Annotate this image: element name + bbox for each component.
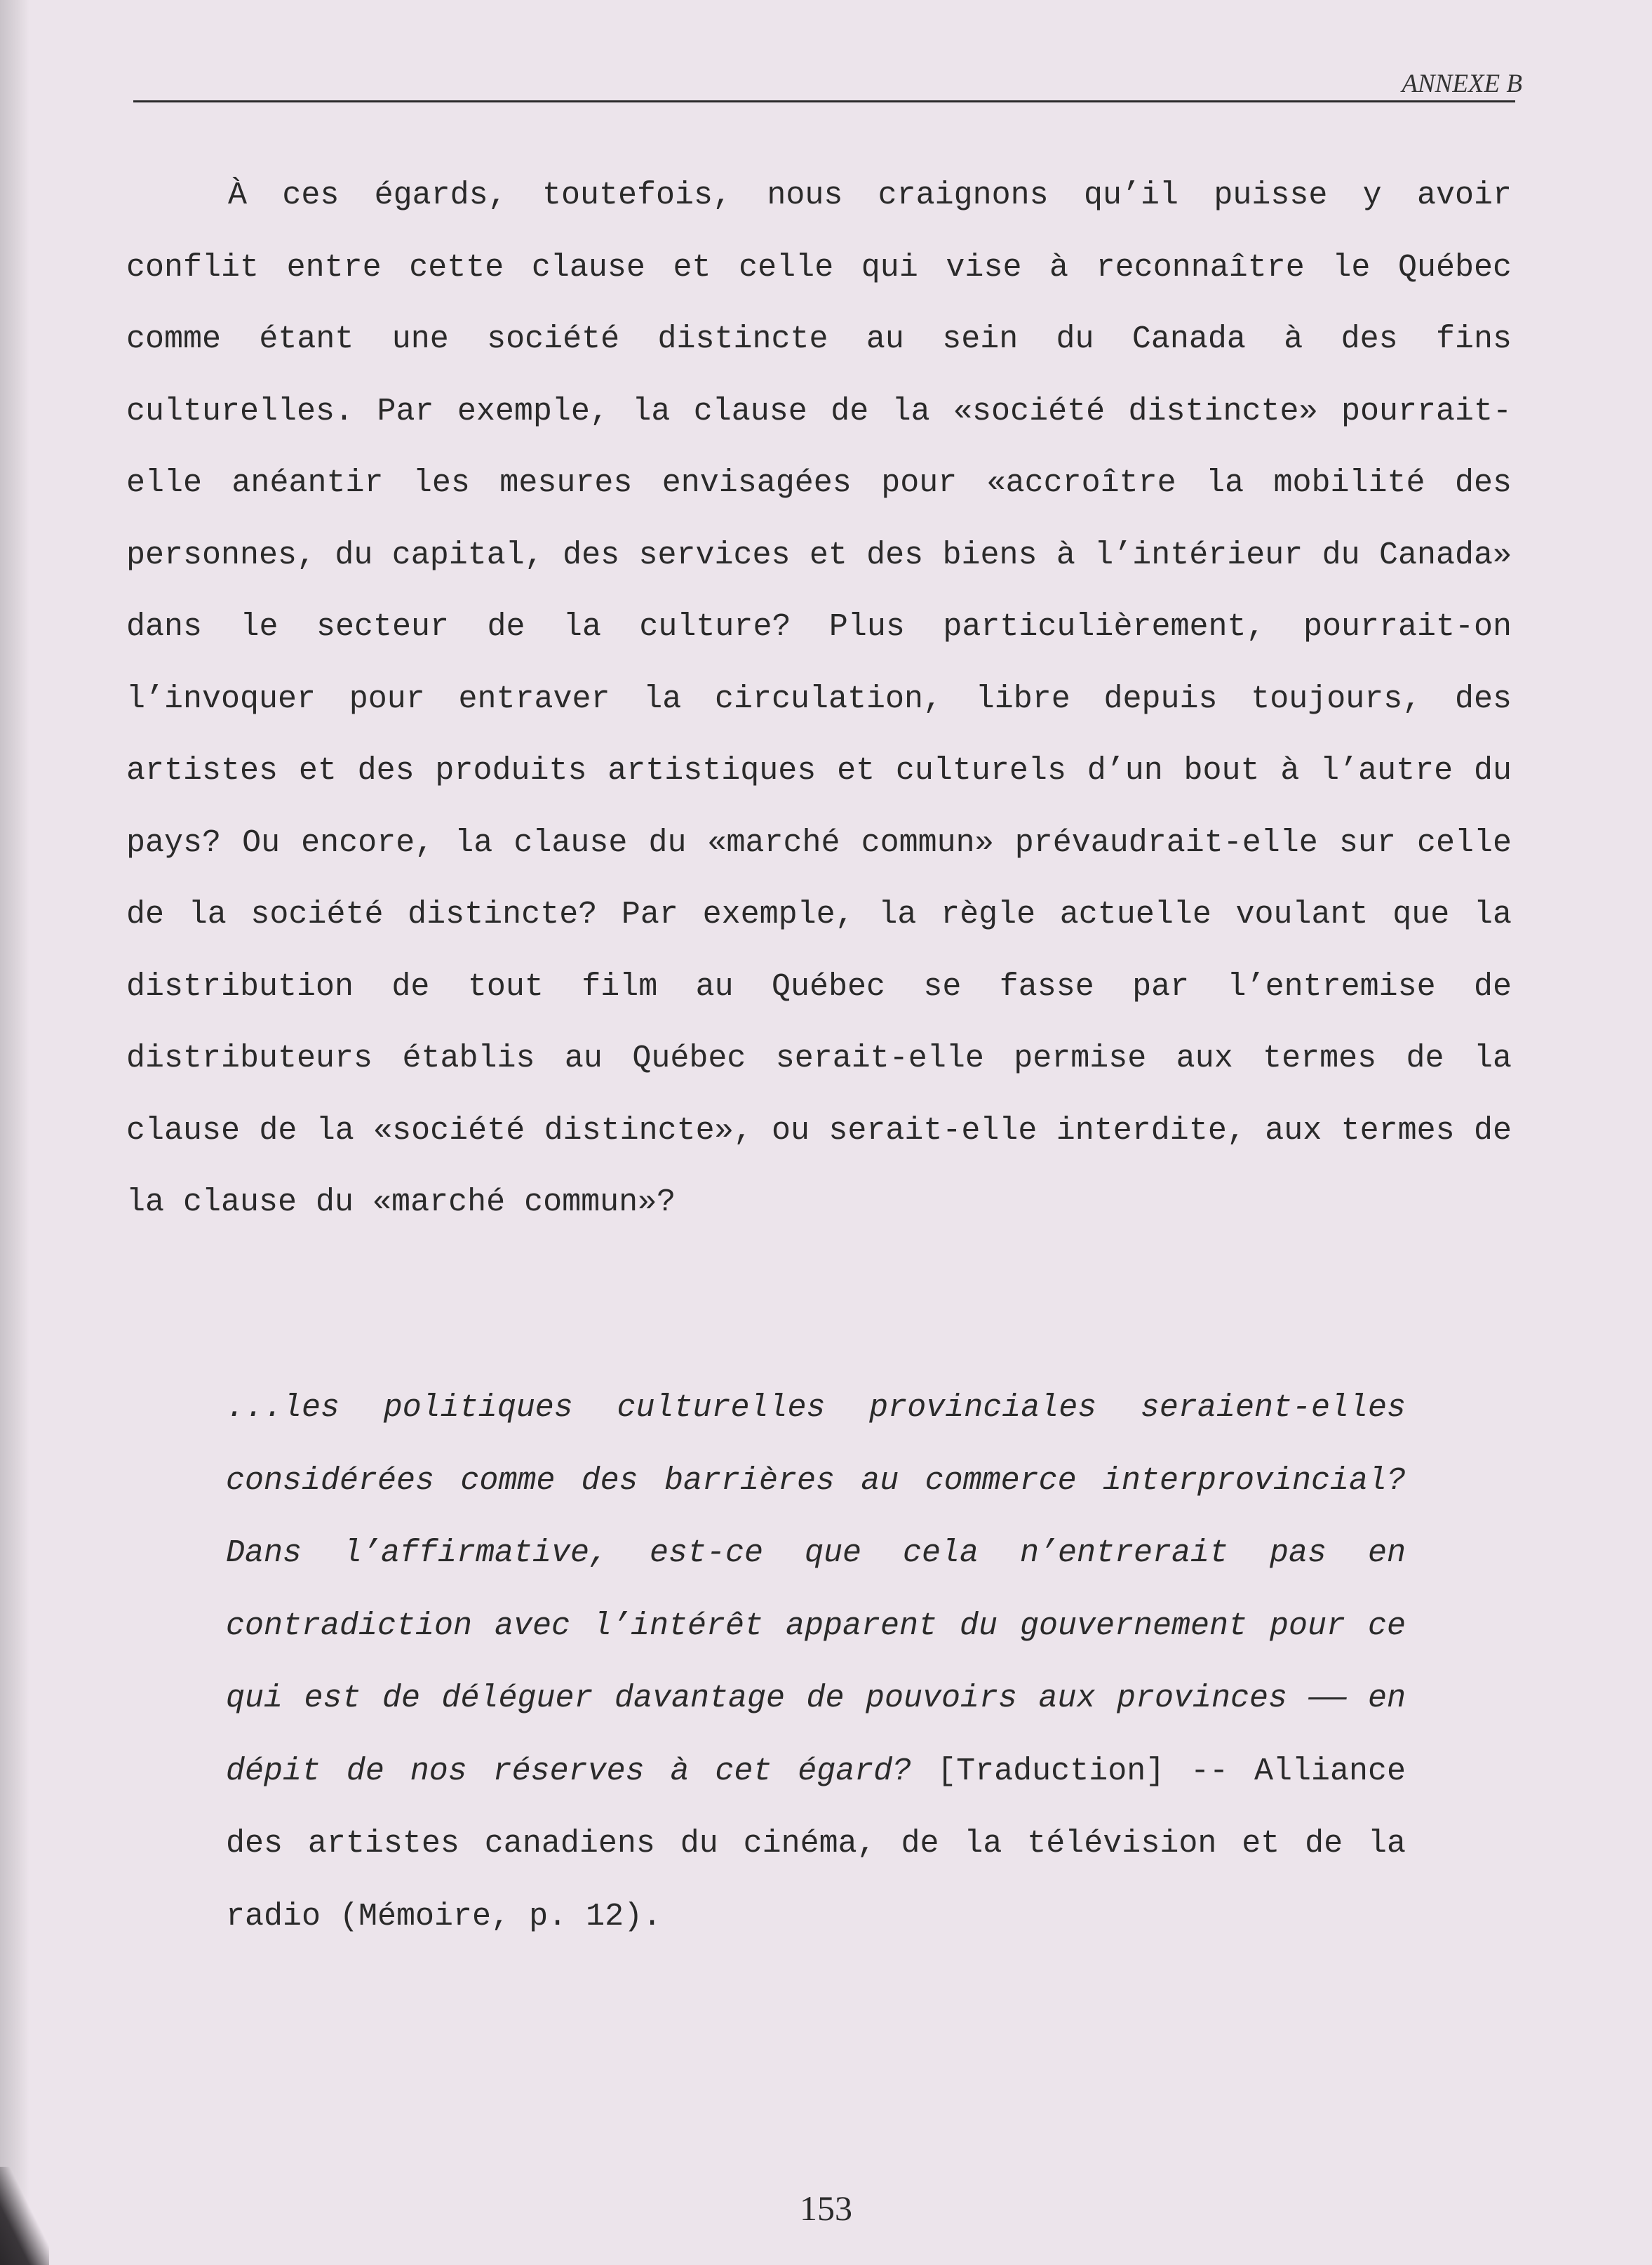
header-rule bbox=[133, 100, 1515, 102]
body-paragraph bbox=[126, 160, 1512, 1239]
block-quote bbox=[226, 1372, 1406, 1953]
body-paragraph-text: À ces égards, toutefois, nous craignons qu’il puisse y avoir conflit entre cette clause et celle qui vise à reconnaître le Québec comme étant une société distincte au sein du Canada à des fins culturelles. Par exemple, la clause de la «société distincte» pourrait-elle anéantir les mesures envisagées pour «accroître la mobilité des personnes, du capital, des services et des biens à l’intérieur du Canada» dans le secteur de la culture? Plus particulièrement, pourrait-on l’invoquer pour entraver la circulation, libre depuis toujours, des artistes et des produits artistiques et culturels d’un bout à l’autre du pays? Ou encore, la clause du «marché commun» prévaudrait-elle sur celle de la société distincte? Par exemple, la règle actuelle voulant que la distribution de tout film au Québec se fasse par l’entremise de distributeurs établis au Québec serait-elle permise aux termes de la clause de la «société distincte», ou serait-elle interdite, aux termes de la clause du «marché commun»? bbox=[126, 178, 1512, 1220]
quote-attribution: [Traduction] -- Alliance des artistes canadiens du cinéma, de la télévision et de la radio (Mémoire, p. 12). bbox=[226, 1753, 1406, 1935]
running-header: ANNEXE B bbox=[1402, 69, 1522, 98]
page-number: 153 bbox=[800, 2189, 852, 2228]
binding-edge bbox=[0, 0, 29, 2265]
quote-text: ...les politiques culturelles provinciales seraient-elles considérées comme des barrières au commerce interprovincial? Dans l’affirmative, est-ce que cela n’entrerait pas en contradiction avec l’intérêt apparent du gouvernement pour ce qui est de déléguer davantage de pouvoirs aux provinces —— en dépit de nos réserves à cet égard? bbox=[226, 1390, 1406, 1789]
